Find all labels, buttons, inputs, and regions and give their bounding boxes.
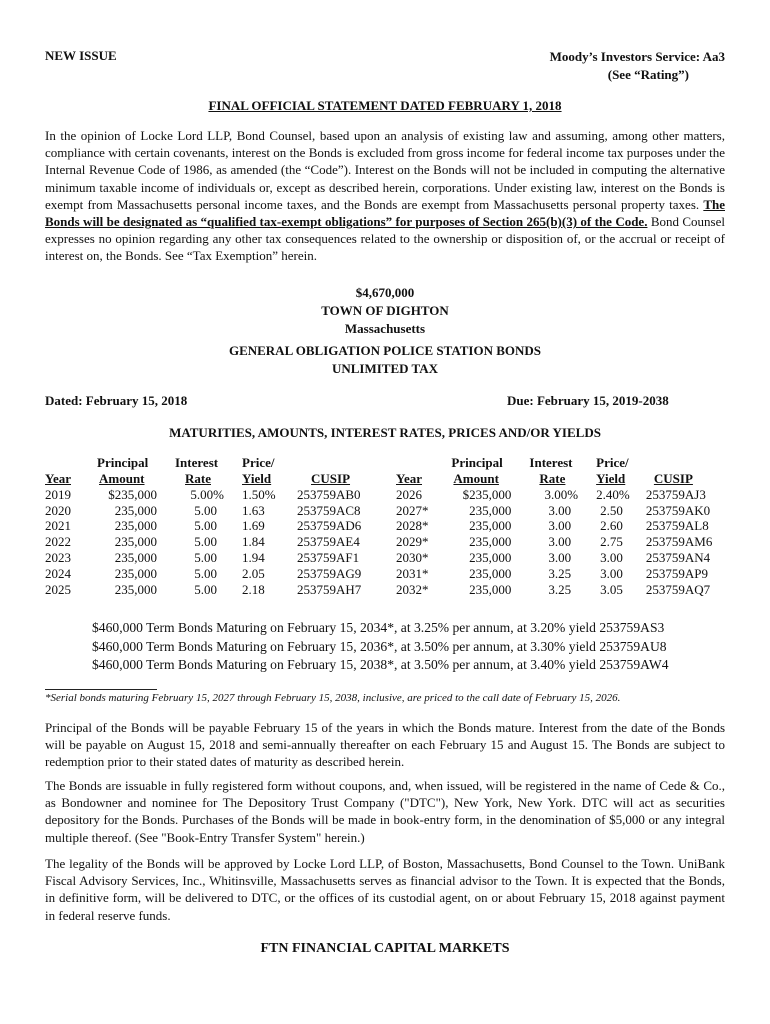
yield-cell: 1.63: [242, 502, 265, 518]
rate-cell: 5.00: [194, 581, 217, 597]
cusip-cell: 253759AK0: [645, 502, 711, 518]
year-cell: 2027*: [396, 502, 429, 518]
year-header: Year: [45, 471, 71, 486]
header-row: [45, 48, 725, 82]
cusip-cell: 253759AC8: [297, 502, 361, 518]
term-bond-line: $460,000 Term Bonds Maturing on February 15, 2036*, at 3.50% per annum, at 3.30% yield 253759AU8: [92, 638, 667, 654]
rate-cell: 5.00: [194, 518, 217, 534]
maturity-row: [45, 503, 385, 519]
rating-block: [550, 48, 725, 84]
yield-cell: 1.94: [242, 549, 265, 565]
interest-header: Interest: [175, 455, 219, 471]
maturity-row: [396, 582, 725, 598]
rate-cell: 3.00%: [544, 486, 579, 502]
amount-cell: 235,000: [469, 565, 512, 581]
maturity-row: [45, 487, 385, 503]
cusip-header: CUSIP: [311, 471, 351, 486]
year-cell: 2020: [45, 502, 71, 518]
cusip-cell: 253759AD6: [297, 518, 362, 534]
term-bond-line: $460,000 Term Bonds Maturing on February 15, 2034*, at 3.25% per annum, at 3.20% yield 253759AS3: [92, 620, 665, 635]
moodys-rating: Moody’s Investors Service: Aa3: [549, 49, 725, 64]
principal-paragraph: [45, 719, 725, 771]
yield-cell: 2.50: [600, 502, 623, 518]
year-cell: 2021: [45, 518, 71, 534]
rate-header: Rate: [185, 471, 211, 486]
legality-paragraph: [45, 855, 725, 924]
amount-cell: $235,000: [462, 486, 512, 502]
registration-text: The Bonds are issuable in fully registered form without coupons, and, when issued, will be registered in the name of Cede & Co., as Bondowner and nominee for The Depository Trust Company ("DTC"), New York, New York. DTC will act as securities depository for the Bonds. Purchases of the Bonds will be made in book-entry form, in the denomination of $5,000 or any integral multiple thereof. (See "Book-Entry Transfer System" herein.): [45, 778, 725, 845]
rate-cell: 3.00: [548, 534, 572, 550]
dated-due-row: [45, 393, 725, 409]
opinion-text-c: Bond Counsel expresses no opinion regarding any other tax consequences related to the ownership or disposition of, or the accrual or receipt of interest on, the Bonds. See “Tax Exemption” herein.: [45, 214, 725, 264]
amount-cell: 235,000: [469, 549, 512, 565]
rate-cell: 5.00: [194, 549, 217, 565]
term-bond-line: $460,000 Term Bonds Maturing on February 15, 2038*, at 3.50% per annum, at 3.40% yield 253759AW4: [92, 657, 669, 672]
issuer-state: Massachusetts: [344, 321, 426, 336]
amount-cell: 235,000: [114, 534, 157, 550]
yield-cell: 1.50%: [242, 486, 276, 502]
maturities-table-right: [396, 454, 725, 597]
maturity-row: [45, 534, 385, 550]
maturity-row: [45, 518, 385, 534]
cusip-cell: 253759AQ7: [645, 581, 711, 597]
cusip-cell: 253759AF1: [297, 549, 360, 565]
amount-cell: $235,000: [108, 486, 157, 502]
amount-cell: 235,000: [469, 502, 512, 518]
principal-header: Principal: [97, 455, 149, 471]
rate-cell: 3.25: [548, 581, 572, 597]
cusip-cell: 253759AG9: [297, 565, 362, 581]
yield-cell: 2.40%: [596, 486, 630, 502]
year-cell: 2023: [45, 549, 71, 565]
amount-header: Amount: [453, 471, 499, 486]
amount-header: Amount: [99, 471, 145, 486]
yield-cell: 1.69: [242, 518, 265, 534]
issuer-name: TOWN OF DIGHTON: [321, 303, 449, 318]
cusip-cell: 253759AP9: [645, 565, 709, 581]
cusip-header: CUSIP: [653, 471, 693, 486]
amount-cell: 235,000: [469, 581, 512, 597]
registration-paragraph: [45, 777, 725, 846]
maturity-row: [396, 550, 725, 566]
cusip-cell: 253759AM6: [645, 534, 713, 550]
cusip-cell: 253759AH7: [297, 581, 362, 597]
rate-cell: 3.00: [548, 549, 572, 565]
tax-type: UNLIMITED TAX: [331, 361, 439, 376]
year-cell: 2025: [45, 581, 71, 597]
bonds-title-block: [45, 342, 725, 378]
maturity-row: [396, 518, 725, 534]
rate-cell: 5.00: [194, 502, 217, 518]
principal-text: Principal of the Bonds will be payable February 15 of the years in which the Bonds mature. Interest from the date of the Bonds will be payable on August 15, 2018 and semi-annually thereafter on each February 15 and August 15. The Bonds are subject to redemption prior to their stated dates of maturity as described herein.: [45, 720, 725, 770]
year-cell: 2032*: [396, 581, 429, 597]
opinion-text-a: In the opinion of Locke Lord LLP, Bond Counsel, based upon an analysis of existing law and assuming, among other matters, compliance with certain covenants, interest on the Bonds is excluded from gross income for federal income tax purposes under the Internal Revenue Code of 1986, as amended (the “Code”). Interest on the Bonds will not be included in computing the alternative minimum taxable income of individuals or, except as described herein, corporations. Under existing law, interest on the Bonds is exempt from Massachusetts personal income taxes, and the Bonds are exempt from Massachusetts personal property taxes.: [45, 128, 725, 212]
underwriter-name: FTN FINANCIAL CAPITAL MARKETS: [260, 941, 510, 956]
maturity-row: [396, 566, 725, 582]
cusip-cell: 253759AL8: [645, 518, 709, 534]
maturity-row: [45, 550, 385, 566]
year-cell: 2029*: [396, 534, 429, 550]
rate-cell: 3.00: [548, 502, 572, 518]
price-header: Price/: [596, 455, 629, 471]
cusip-cell: 253759AJ3: [645, 486, 706, 502]
rate-cell: 3.25: [548, 565, 572, 581]
year-cell: 2024: [45, 565, 71, 581]
year-cell: 2022: [45, 534, 71, 550]
rate-cell: 5.00: [194, 534, 217, 550]
year-cell: 2026: [396, 486, 422, 502]
footnote-divider: [45, 689, 157, 690]
rate-cell: 3.00: [548, 518, 572, 534]
call-date-footnote: *Serial bonds maturing February 15, 2027 through February 15, 2038, inclusive, are priced to the call date of February 15, 2026.: [45, 692, 621, 704]
yield-cell: 2.05: [242, 565, 265, 581]
cusip-cell: 253759AN4: [645, 549, 711, 565]
year-cell: 2030*: [396, 549, 429, 565]
maturities-table-left: [45, 454, 385, 597]
year-cell: 2019: [45, 486, 71, 502]
amount-cell: 235,000: [114, 502, 157, 518]
principal-header: Principal: [451, 455, 503, 471]
maturity-row: [45, 566, 385, 582]
cusip-cell: 253759AB0: [297, 486, 361, 502]
amount-cell: 235,000: [469, 534, 512, 550]
rate-cell: 5.00%: [190, 486, 224, 502]
legality-text: The legality of the Bonds will be approved by Locke Lord LLP, of Boston, Massachusetts, Bond Counsel to the Town. UniBank Fiscal Advisory Services, Inc., Whitinsville, Massachusetts serves as financial advisor to the Town. It is expected that the Bonds, in definitive form, will be delivered to DTC, or the offices of its custodial agent, on or about February 15, 2018 against payment in federal reserve funds.: [45, 856, 725, 923]
cusip-cell: 253759AE4: [297, 534, 360, 550]
amount-cell: 235,000: [469, 518, 512, 534]
yield-cell: 3.00: [600, 549, 623, 565]
maturity-row: [396, 534, 725, 550]
yield-cell: 2.18: [242, 581, 265, 597]
rate-cell: 5.00: [194, 565, 217, 581]
tax-opinion: [45, 127, 725, 265]
price-header: Price/: [242, 455, 275, 471]
yield-cell: 3.00: [600, 565, 623, 581]
yield-header: Yield: [596, 471, 626, 486]
maturity-row: [45, 582, 385, 598]
maturity-row: [396, 487, 725, 503]
interest-header: Interest: [529, 455, 573, 471]
year-cell: 2031*: [396, 565, 429, 581]
new-issue-label: NEW ISSUE: [45, 48, 117, 63]
amount-cell: 235,000: [114, 565, 157, 581]
yield-cell: 2.60: [600, 518, 623, 534]
maturities-heading: MATURITIES, AMOUNTS, INTEREST RATES, PRICES AND/OR YIELDS: [169, 425, 601, 440]
term-bonds: [92, 619, 669, 675]
bonds-title: GENERAL OBLIGATION POLICE STATION BONDS: [228, 343, 542, 358]
issue-amount: $4,670,000: [355, 285, 415, 300]
amount-cell: 235,000: [114, 549, 157, 565]
rate-header: Rate: [539, 471, 566, 486]
opinion-qualified-obligations: The Bonds will be designated as “qualified tax-exempt obligations” for purposes of Section 265(b)(3) of the Code.: [45, 196, 725, 230]
year-header: Year: [396, 471, 422, 486]
maturity-row: [396, 503, 725, 519]
amount-cell: 235,000: [114, 581, 157, 597]
yield-header: Yield: [242, 471, 272, 486]
amount-cell: 235,000: [114, 518, 157, 534]
yield-cell: 2.75: [600, 534, 623, 550]
rating-note: (See “Rating”): [607, 67, 689, 82]
due-dates: Due: February 15, 2019-2038: [507, 393, 669, 408]
dated-date: Dated: February 15, 2018: [45, 393, 188, 408]
statement-title: FINAL OFFICIAL STATEMENT DATED FEBRUARY 1, 2018: [208, 98, 562, 113]
year-cell: 2028*: [396, 518, 429, 534]
issue-block: [45, 284, 725, 338]
yield-cell: 3.05: [600, 581, 623, 597]
yield-cell: 1.84: [242, 534, 265, 550]
